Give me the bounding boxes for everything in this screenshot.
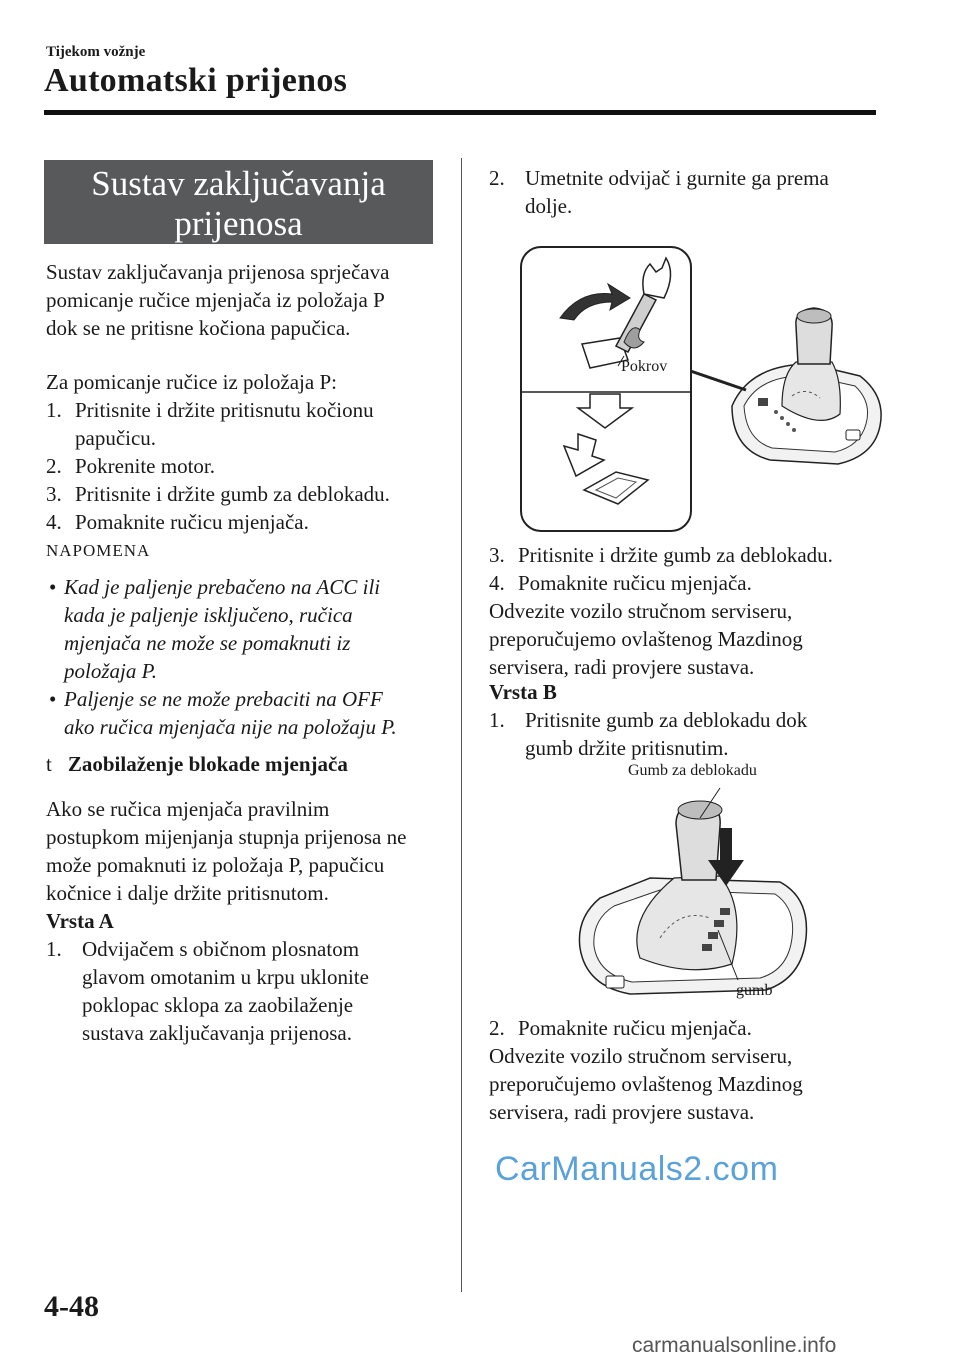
para-line: Ako se ručica mjenjača pravilnim [46, 797, 330, 821]
step-item [489, 569, 889, 597]
note-text: položaja P. [64, 659, 157, 683]
step-number: 3. [489, 543, 505, 567]
note-text: Kad je paljenje prebačeno na ACC ili [64, 575, 381, 599]
para-line: Odvezite vozilo stručnom serviseru, [489, 599, 793, 623]
step-item [46, 452, 446, 480]
step-item [489, 541, 889, 569]
header-rule [44, 110, 876, 115]
step-b1 [489, 706, 889, 762]
para-line: kočnice i dalje držite pritisnutom. [46, 881, 329, 905]
note-item [46, 685, 446, 741]
figure-type-a [520, 246, 890, 536]
para-line: postupkom mijenjanja stupnja prijenosa ne [46, 825, 407, 849]
section-heading-box [44, 160, 433, 244]
para-line: servisera, radi provjere sustava. [489, 1100, 755, 1124]
bypass-paragraph [46, 795, 446, 907]
page-title: Automatski prijenos [44, 62, 348, 99]
service-paragraph-b [489, 1042, 889, 1126]
step-number: 3. [46, 482, 62, 506]
step-text: Pomaknite ručicu mjenjača. [518, 1016, 752, 1040]
step-text: Odvijačem s običnom plosnatom [82, 937, 360, 961]
column-divider [461, 158, 462, 1292]
section-heading-line2: prijenosa [174, 204, 303, 243]
button-label: gumb [736, 982, 773, 999]
step-text: Pomaknite ručicu mjenjača. [75, 510, 309, 534]
watermark-site: carmanualsonline.info [632, 1334, 837, 1357]
step-3 [489, 541, 889, 569]
step-item [489, 1014, 889, 1042]
section-heading-line1: Sustav zaključavanja [91, 164, 386, 203]
step-text: Pokrenite motor. [75, 454, 215, 478]
step-text: Pritisnite i držite pritisnutu kočionu [75, 398, 374, 422]
step-number: 1. [46, 937, 62, 961]
note-list [46, 573, 446, 741]
step-text: poklopac sklopa za zaobilaženje [82, 993, 354, 1017]
step-item [46, 480, 446, 508]
intro-line: Sustav zaključavanja prijenosa sprječava [46, 260, 390, 284]
step-4 [489, 569, 889, 597]
step-number: 4. [46, 510, 62, 534]
step-item [489, 706, 889, 762]
step-text: Pritisnite i držite gumb za deblokadu. [75, 482, 390, 506]
square-marker-icon: t [46, 752, 52, 776]
type-a-heading: Vrsta A [46, 909, 114, 933]
step-number: 2. [489, 166, 505, 190]
step-a1 [46, 935, 446, 1047]
step-number: 2. [46, 454, 62, 478]
step-text: Umetnite odvijač i gurnite ga prema [525, 166, 829, 190]
intro-paragraph [46, 258, 446, 342]
note-text: kada je paljenje isključeno, ručica [64, 603, 353, 627]
cover-label: Pokrov [621, 358, 668, 375]
step-item [489, 164, 889, 220]
para-line: Odvezite vozilo stručnom serviseru, [489, 1044, 793, 1068]
step-text: Pomaknite ručicu mjenjača. [518, 571, 752, 595]
intro-line: dok se ne pritisne kočiona papučica. [46, 316, 351, 340]
step-item [46, 508, 446, 536]
step-item [46, 935, 446, 1047]
para-line: može pomaknuti iz položaja P, papučicu [46, 853, 385, 877]
note-text: ako ručica mjenjača nije na položaju P. [64, 715, 397, 739]
bullet-icon: • [49, 575, 57, 599]
step-b2 [489, 1014, 889, 1042]
shift-lever-release-button-illustration [570, 758, 820, 1008]
step-text: Pritisnite gumb za deblokadu dok [525, 708, 808, 732]
step-text: dolje. [525, 194, 573, 218]
bullet-icon: • [49, 687, 57, 711]
step-item [46, 396, 446, 452]
shift-lever-cover-illustration [520, 246, 890, 536]
step-text: glavom omotanim u krpu uklonite [82, 965, 369, 989]
watermark-logo: CarManuals2.com [495, 1150, 779, 1188]
intro-line: pomicanje ručice mjenjača iz položaja P [46, 288, 385, 312]
release-button-label: Gumb za deblokadu [628, 762, 757, 779]
step-text: Pritisnite i držite gumb za deblokadu. [518, 543, 833, 567]
figure-type-b [570, 758, 820, 1008]
note-title: NAPOMENA [46, 541, 151, 560]
step-number: 2. [489, 1016, 505, 1040]
note-text: mjenjača ne može se pomaknuti iz [64, 631, 351, 655]
step-number: 4. [489, 571, 505, 595]
sub-heading-text: Zaobilaženje blokade mjenjača [67, 752, 348, 776]
steps-list [46, 396, 446, 536]
step-text: gumb držite pritisnutim. [525, 736, 729, 760]
service-paragraph [489, 597, 889, 681]
section-label: Tijekom vožnje [46, 44, 146, 60]
step-text: sustava zaključavanja prijenosa. [82, 1021, 352, 1045]
step-text: papučicu. [75, 426, 157, 450]
para-line: preporučujemo ovlaštenog Mazdinog [489, 627, 803, 651]
step-2 [489, 164, 889, 220]
para-line: preporučujemo ovlaštenog Mazdinog [489, 1072, 803, 1096]
note-text: Paljenje se ne može prebaciti na OFF [64, 687, 383, 711]
step-number: 1. [46, 398, 62, 422]
para-line: servisera, radi provjere sustava. [489, 655, 755, 679]
page-number: 4-48 [44, 1290, 99, 1323]
note-item [46, 573, 446, 685]
type-b-heading: Vrsta B [489, 680, 557, 704]
lead-text: Za pomicanje ručice iz položaja P: [46, 370, 337, 394]
sub-heading [46, 752, 446, 777]
step-number: 1. [489, 708, 505, 732]
